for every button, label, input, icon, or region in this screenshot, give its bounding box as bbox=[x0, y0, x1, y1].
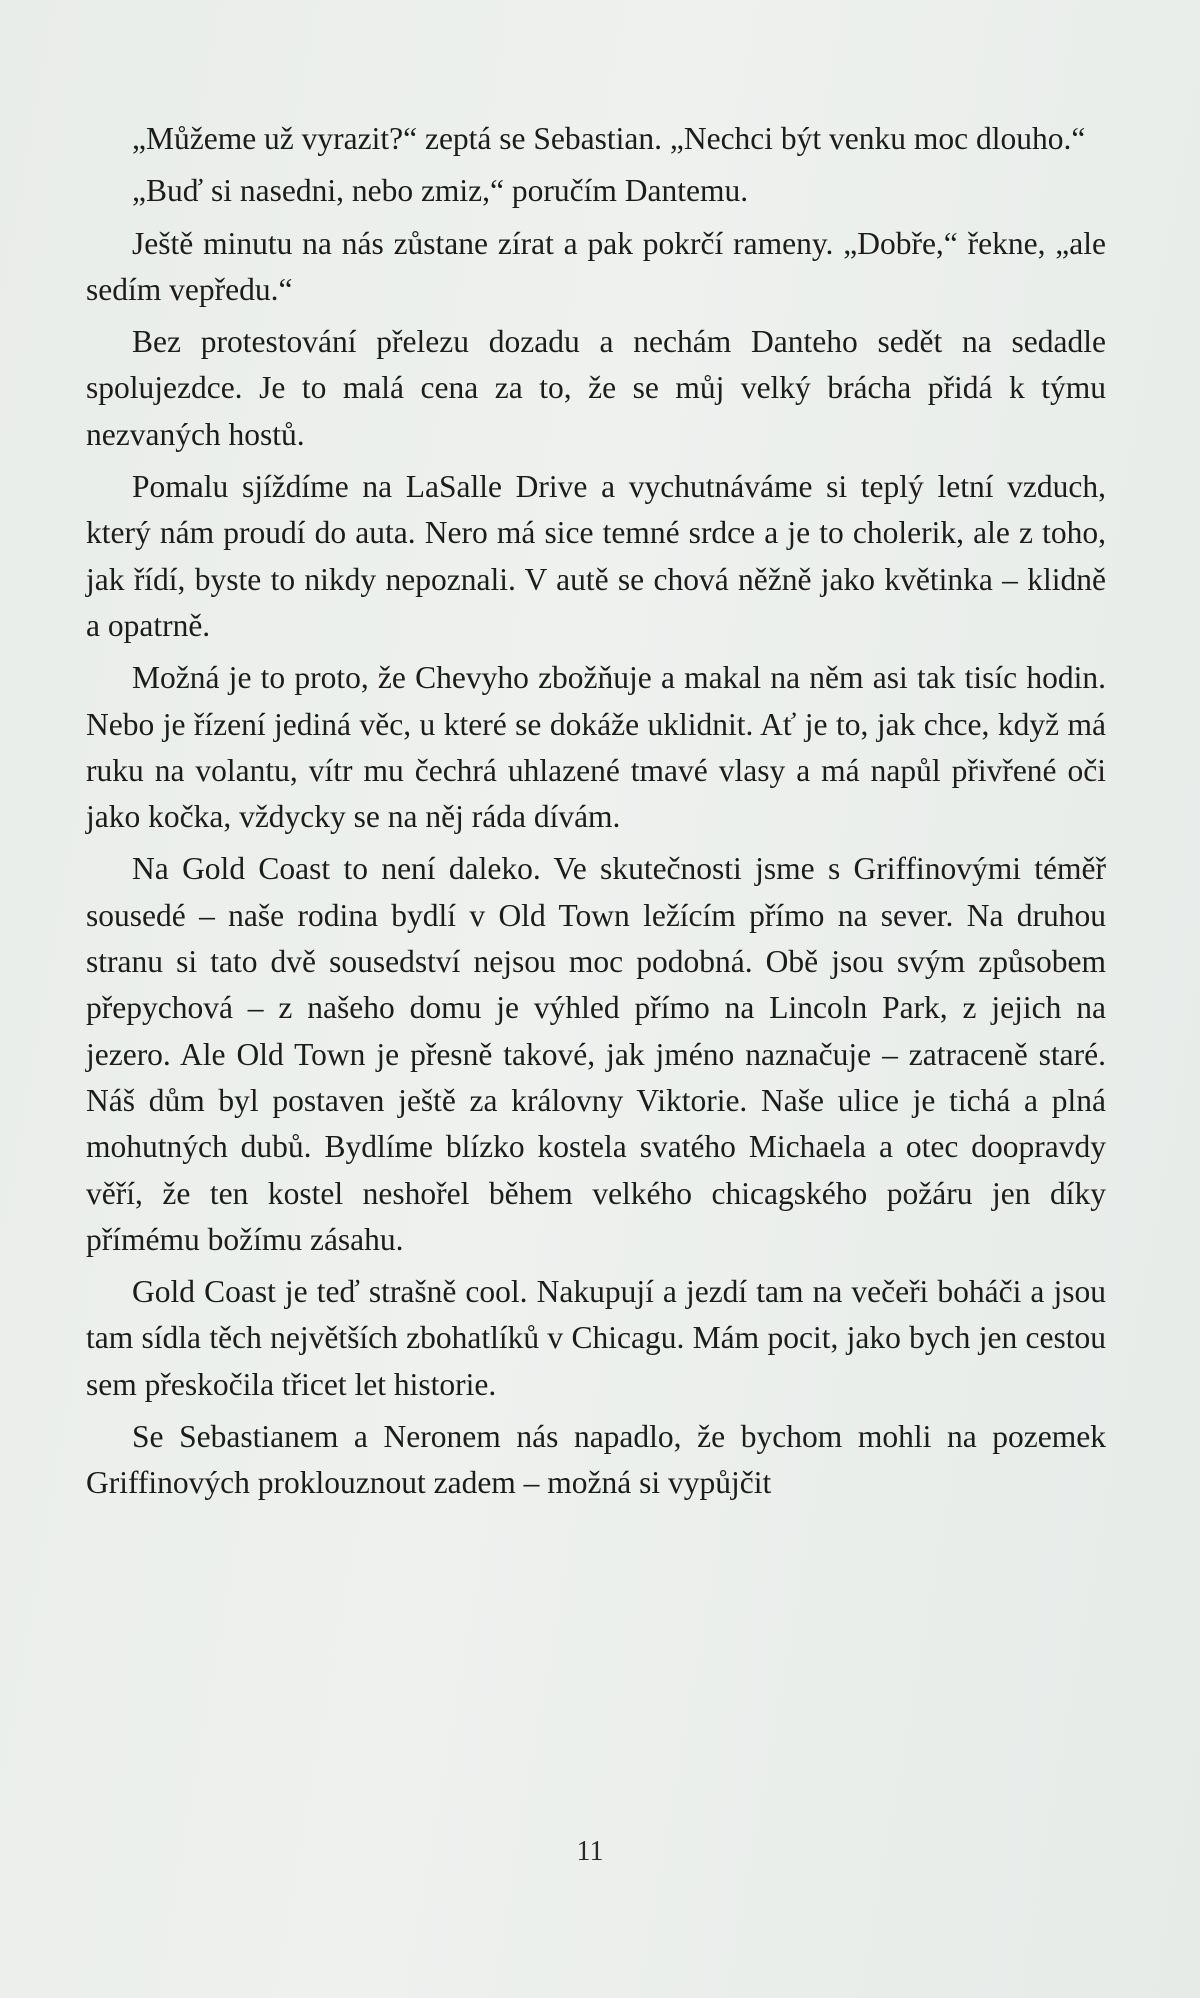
paragraph: Pomalu sjíždíme na LaSalle Drive a vychutnáváme si teplý letní vzduch, který nám proudí do auta. Nero má sice temné srdce a je to cholerik, ale z toho, jak řídí, byste to nikdy nepoznali. V autě se chová něžně jako květinka – klidně a opatrně. bbox=[86, 469, 1106, 643]
page-number: 11 bbox=[576, 1836, 604, 1867]
paragraph: Ještě minutu na nás zůstane zírat a pak pokrčí rameny. „Dobře,“ řekne, „ale sedím vepředu.“ bbox=[86, 225, 1106, 307]
paragraph: Gold Coast je teď strašně cool. Nakupují a jezdí tam na večeři boháči a jsou tam sídla těch největších zbohatlíků v Chicagu. Mám pocit, jako bych jen cestou sem přeskočila třicet let historie. bbox=[86, 1274, 1106, 1402]
paragraph: Možná je to proto, že Chevyho zbožňuje a makal na něm asi tak tisíc hodin. Nebo je řízení jediná věc, u které se dokáže uklidnit. Ať je to, jak chce, když má ruku na volantu, vítr mu čechrá uhlazené tmavé vlasy a má napůl přivřené oči jako kočka, vždycky se na něj ráda dívám. bbox=[86, 660, 1106, 835]
body-text bbox=[86, 116, 1106, 1513]
paragraph: „Můžeme už vyrazit?“ zeptá se Sebastian. „Nechci být venku moc dlouho.“ bbox=[132, 121, 1086, 156]
paragraph: Bez protestování přelezu dozadu a nechám Danteho sedět na sedadle spolujezdce. Je to malá cena za to, že se můj velký brácha přidá k týmu nezvaných hostů. bbox=[86, 324, 1106, 452]
paragraph: Na Gold Coast to není daleko. Ve skutečnosti jsme s Griffinovými téměř sousedé – naše rodina bydlí v Old Town ležícím přímo na sever. Na druhou stranu si tato dvě sousedství nejsou moc podobná. Obě jsou svým způsobem přepychová – z našeho domu je výhled přímo na Lincoln Park, z jejich na jezero. Ale Old Town je přesně takové, jak jméno naznačuje – zatraceně staré. Náš dům byl postaven ještě za královny Viktorie. Naše ulice je tichá a plná mohutných dubů. Bydlíme blízko kostela svatého Michaela a otec doopravdy věří, že ten kostel neshořel během velkého chicagského požáru jen díky přímému božímu zásahu. bbox=[86, 851, 1106, 1257]
paragraph: „Buď si nasedni, nebo zmiz,“ poručím Dantemu. bbox=[132, 173, 749, 209]
paragraph: Se Sebastianem a Neronem nás napadlo, že bychom mohli na pozemek Griffinových proklouznout zadem – možná si vypůjčit bbox=[86, 1419, 1106, 1501]
